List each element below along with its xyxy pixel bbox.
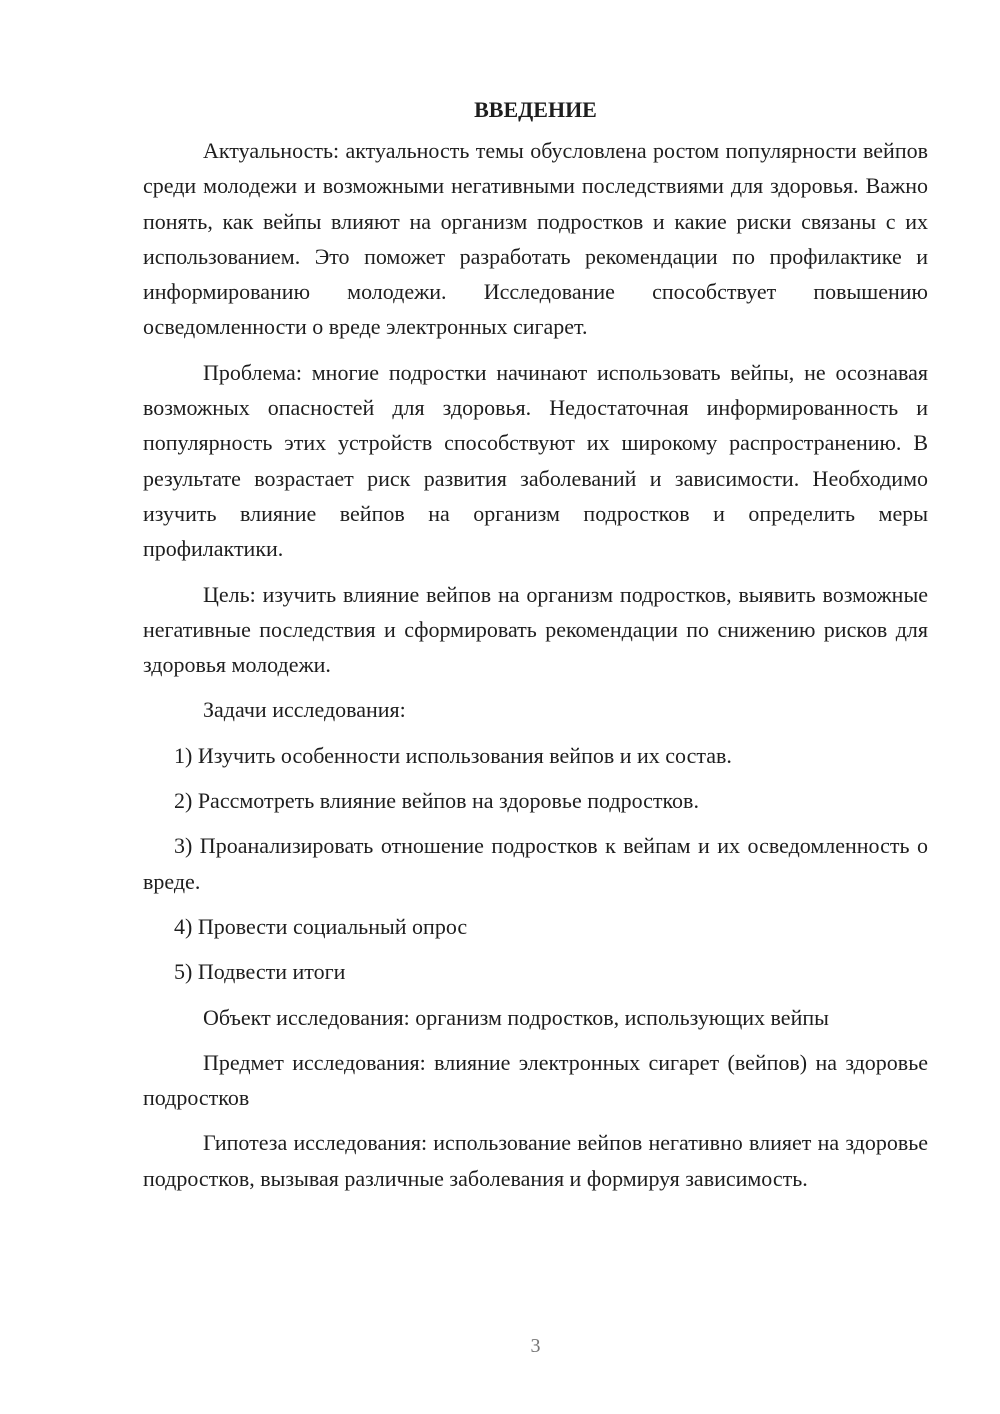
- tasks-heading: Задачи исследования:: [203, 697, 406, 723]
- paragraph-hypothesis: Гипотеза исследования: использование вейпов негативно влияет на здоровье подростков, вызывая различные заболевания и формируя зависимость.: [143, 1130, 928, 1191]
- paragraph-relevance: Актуальность: актуальность темы обусловлена ростом популярности вейпов среди молодежи и возможными негативными последствиями для здоровья. Важно понять, как вейпы влияют на организм подростков и какие риски связаны с их использованием. Это поможет разработать рекомендации по профилактике и информированию молодежи. Исследование способствует повышению осведомленности о вреде электронных сигарет.: [143, 138, 928, 340]
- paragraph-object: Объект исследования: организм подростков, использующих вейпы: [203, 1004, 829, 1030]
- paragraph-goal: Цель: изучить влияние вейпов на организм подростков, выявить возможные негативные последствия и сформировать рекомендации по снижению рисков для здоровья молодежи.: [143, 581, 928, 678]
- paragraph-subject: Предмет исследования: влияние электронных сигарет (вейпов) на здоровье подростков: [143, 1049, 928, 1111]
- document-page: [143, 92, 928, 1206]
- task-item-4: 4) Провести социальный опрос: [174, 913, 468, 939]
- task-item-3: 3) Проанализировать отношение подростков к вейпам и их осведомленность о вреде.: [143, 833, 928, 894]
- task-item-2: 2) Рассмотреть влияние вейпов на здоровье подростков.: [174, 788, 699, 814]
- section-title: ВВЕДЕНИЕ: [474, 97, 597, 122]
- task-item-1: 1) Изучить особенности использования вейпов и их состав.: [174, 742, 732, 768]
- task-item-5: 5) Подвести итоги: [174, 959, 346, 985]
- paragraph-problem: Проблема: многие подростки начинают использовать вейпы, не осознавая возможных опасностей для здоровья. Недостаточная информированность и популярность этих устройств способствуют их широкому распространению. В результате возрастает риск развития заболеваний и зависимости. Необходимо изучить влияние вейпов на организм подростков и определить меры профилактики.: [143, 359, 928, 562]
- page-number: 3: [530, 1335, 541, 1357]
